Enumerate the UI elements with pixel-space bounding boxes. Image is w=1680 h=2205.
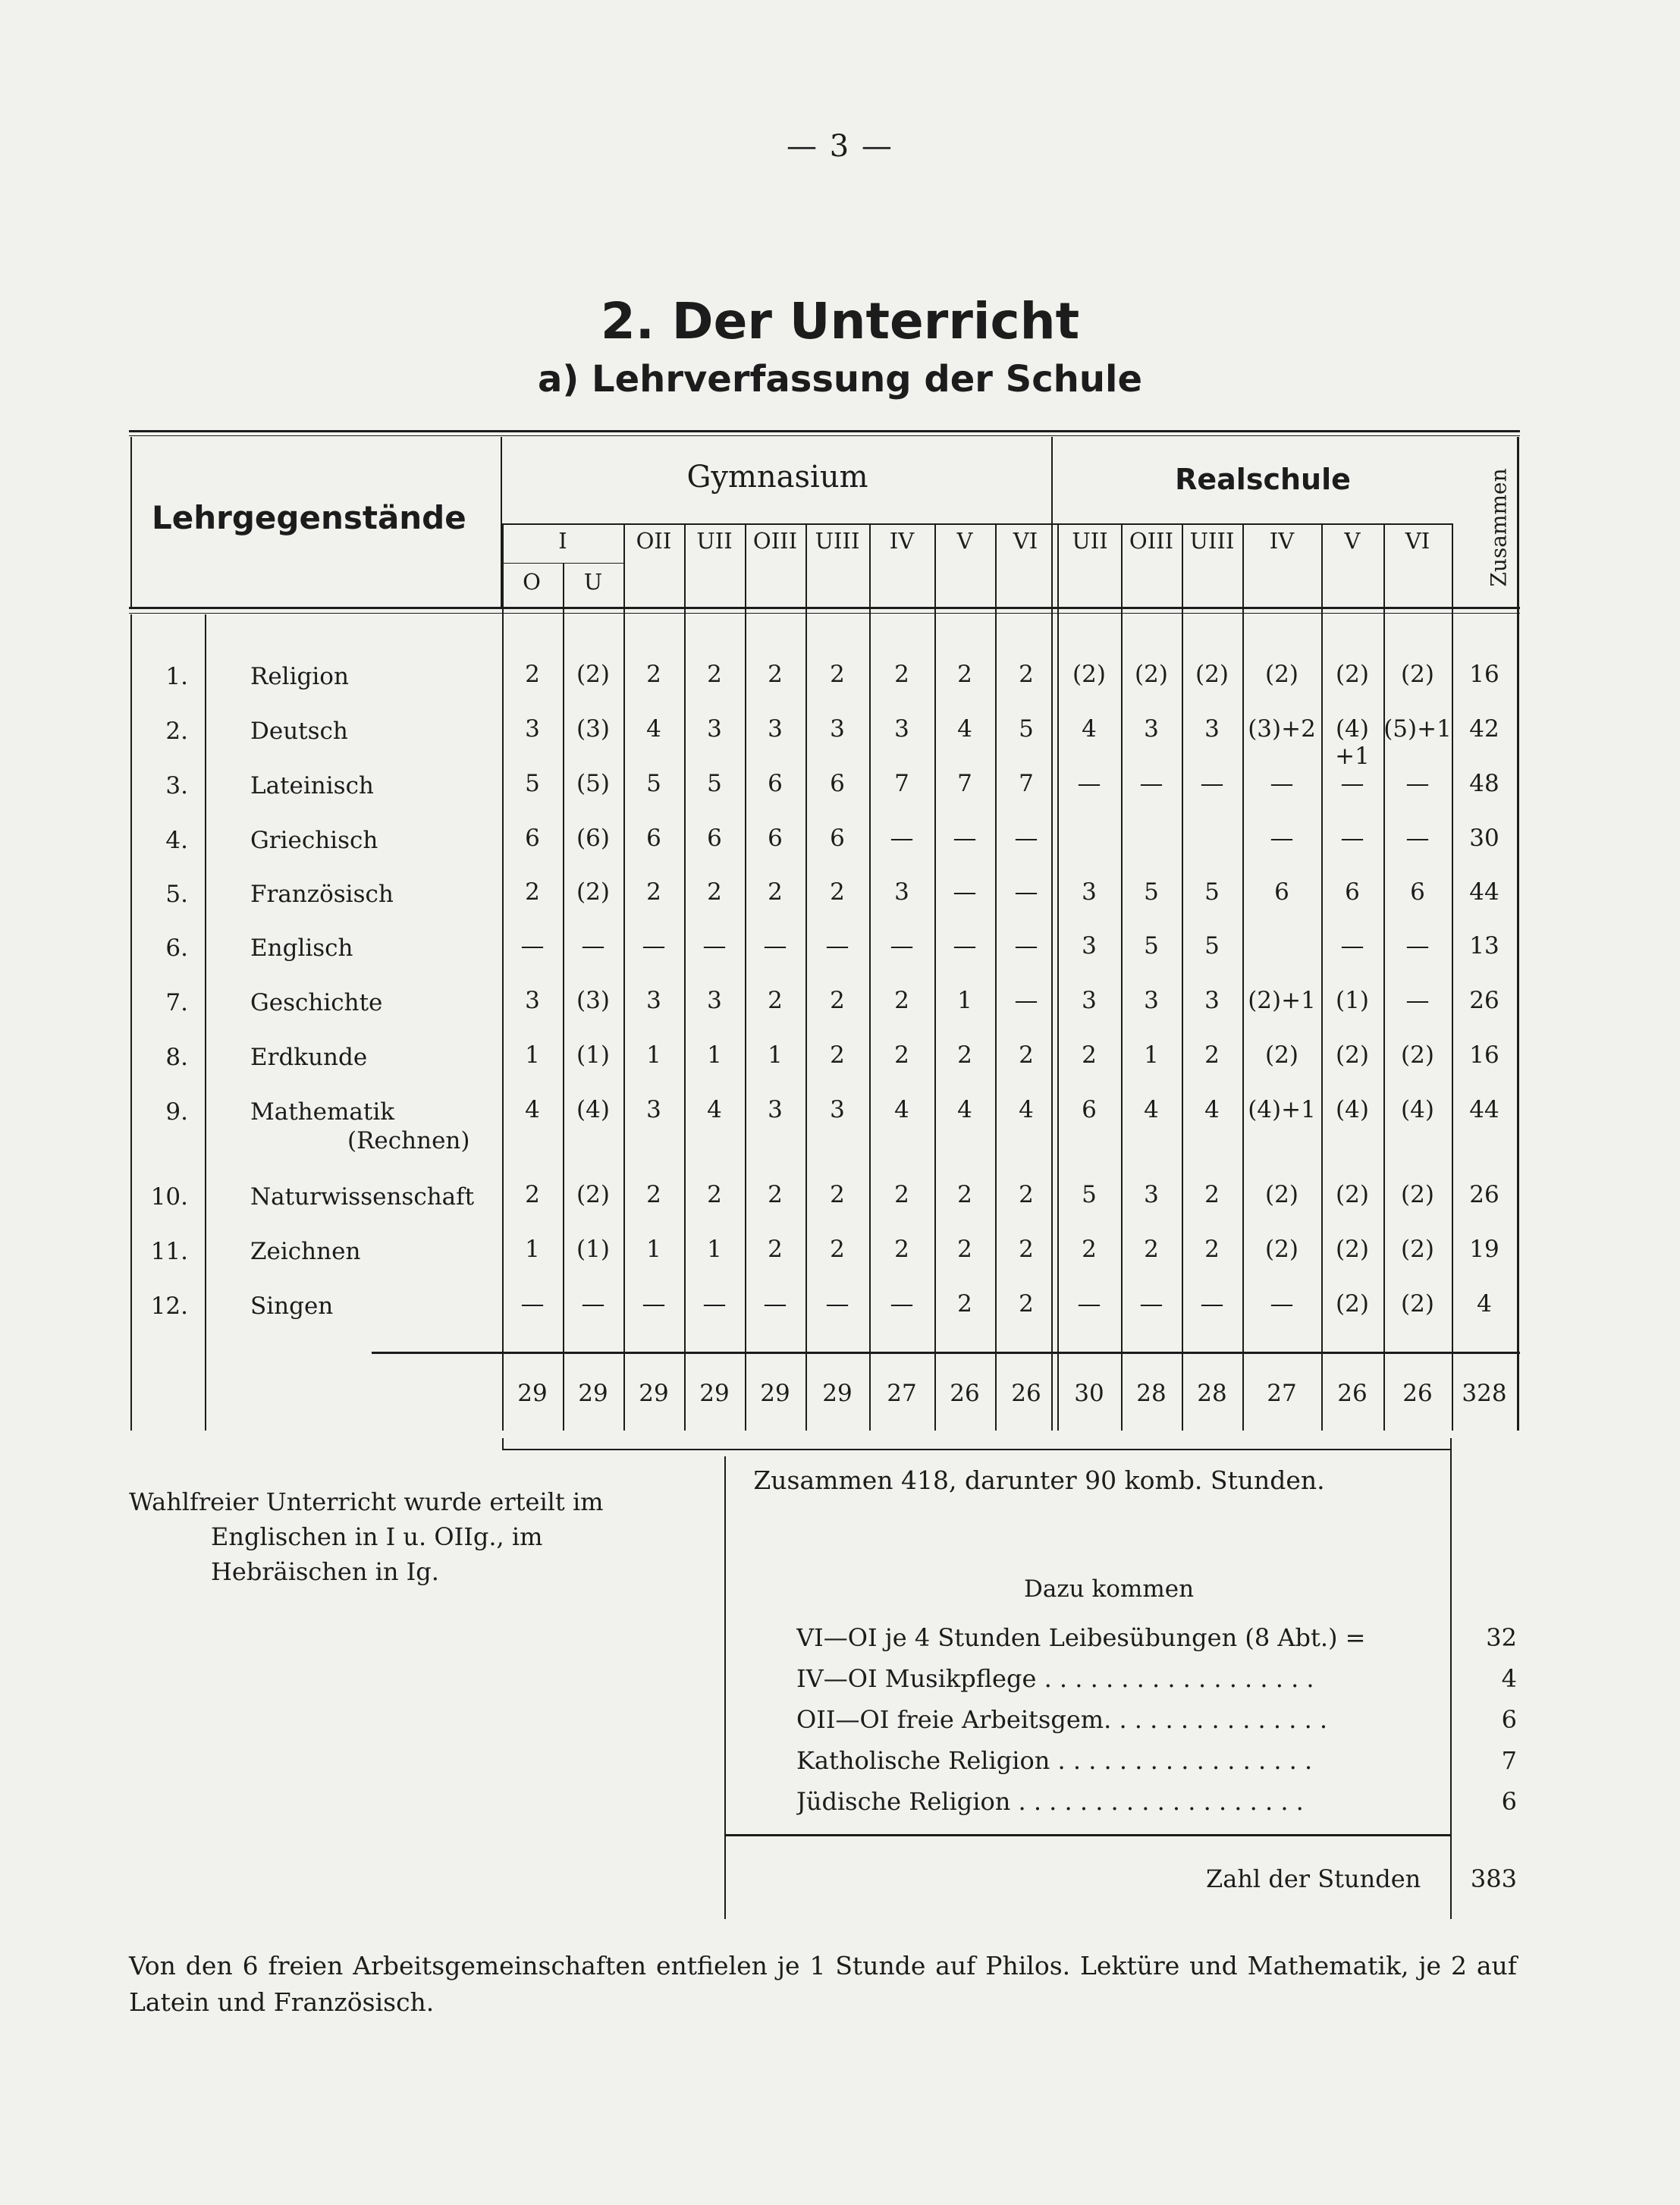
subject-label: Deutsch (250, 718, 348, 745)
col-head-UIII: UIII (815, 528, 860, 554)
table-cell: 2 (830, 1236, 845, 1263)
table-cell: 48 (1469, 770, 1499, 797)
subject-header: Lehrgegenstände (152, 499, 466, 536)
table-cell: 2 (957, 1236, 972, 1263)
subject-label: Zeichnen (250, 1238, 361, 1265)
col-head-OIII: OIII (752, 528, 798, 554)
table-cell: 2 (894, 1181, 909, 1208)
total-hours-label: Zahl der Stunden (1206, 1864, 1421, 1893)
table-cell: 26 (1011, 1380, 1041, 1407)
table-cell: — (953, 825, 977, 852)
table-cell: (1) (576, 1041, 610, 1069)
table-cell: 2 (768, 1236, 783, 1263)
table-cell: 3 (707, 715, 722, 743)
table-cell: 44 (1469, 878, 1499, 906)
table-cell: 26 (950, 1380, 980, 1407)
table-cell: (6) (576, 825, 610, 852)
table-cell: 1 (957, 987, 972, 1014)
table-cell: 28 (1197, 1380, 1227, 1407)
table-cell: 26 (1402, 1380, 1433, 1407)
table-cell: 3 (525, 987, 540, 1014)
total-hours-value: 383 (1470, 1864, 1517, 1893)
table-cell: (2) (576, 661, 610, 688)
elective-note-line: Hebräischen in Ig. (211, 1557, 439, 1586)
table-cell: 4 (1144, 1096, 1159, 1123)
row-num: 6. (165, 934, 188, 962)
table-cell: 1 (525, 1041, 540, 1069)
table-cell: — (581, 1290, 605, 1318)
subject-sublabel: (Rechnen) (347, 1127, 470, 1154)
group-divider (502, 523, 1452, 525)
table-cell: 1 (707, 1236, 722, 1263)
table-cell: — (1014, 825, 1038, 852)
table-cell: — (1405, 825, 1430, 852)
table-cell: (4) (1336, 715, 1369, 743)
summary-brace-left (502, 1438, 504, 1449)
table-cell: 2 (1019, 661, 1034, 688)
table-cell: (2) (1265, 1181, 1298, 1208)
table-cell: 2 (957, 661, 972, 688)
table-cell: — (581, 932, 605, 960)
table-cell: 16 (1469, 1041, 1499, 1069)
table-cell: 2 (768, 987, 783, 1014)
table-cell: — (1270, 770, 1294, 797)
table-cell: 29 (760, 1380, 790, 1407)
table-cell: 3 (1144, 987, 1159, 1014)
table-cell: 3 (646, 1096, 661, 1123)
table-cell: 3 (830, 715, 845, 743)
table-cell: 2 (1204, 1236, 1220, 1263)
col-head-U: U (583, 569, 603, 595)
table-cell: — (825, 932, 849, 960)
table-cell: 2 (1082, 1041, 1097, 1069)
additions-right-rule (1450, 1441, 1452, 1919)
table-cell: 27 (1267, 1380, 1297, 1407)
table-cell: 2 (1019, 1041, 1034, 1069)
table-cell: — (825, 1290, 849, 1318)
table-cell: 44 (1469, 1096, 1499, 1123)
table-cell: 5 (1144, 932, 1159, 960)
subject-label: Griechisch (250, 827, 378, 854)
subject-column-divider (205, 614, 206, 1431)
table-cell: 3 (646, 987, 661, 1014)
table-cell: 29 (699, 1380, 730, 1407)
table-cell: 30 (1469, 825, 1499, 852)
table-cell: 4 (957, 715, 972, 743)
table-cell: 3 (1082, 932, 1097, 960)
elective-note-line: Englischen in I u. OIIg., im (211, 1522, 543, 1551)
table-cell: 2 (646, 661, 661, 688)
table-cell: (2) (1135, 661, 1168, 688)
table-cell: 6 (646, 825, 661, 852)
table-cell: 6 (1274, 878, 1289, 906)
table-cell: — (702, 932, 727, 960)
addition-value: 7 (1501, 1746, 1517, 1775)
table-cell: (2) (1195, 661, 1229, 688)
table-cell: — (1270, 1290, 1294, 1318)
table-cell: 3 (1082, 987, 1097, 1014)
summary-brace (502, 1449, 1452, 1450)
table-cell: 4 (1204, 1096, 1220, 1123)
table-cell: 1 (646, 1041, 661, 1069)
group-gymnasium: Gymnasium (686, 460, 868, 495)
table-cell: 2 (894, 661, 909, 688)
table-cell: 29 (822, 1380, 853, 1407)
table-cell: 6 (525, 825, 540, 852)
row-num: 4. (165, 827, 188, 854)
table-cell: 2 (830, 987, 845, 1014)
table-cell: — (520, 932, 545, 960)
table-cell: — (890, 825, 914, 852)
table-cell: 4 (1082, 715, 1097, 743)
table-cell: — (1340, 825, 1364, 852)
table-cell: 29 (578, 1380, 608, 1407)
table-cell: (5)+1 (1383, 715, 1452, 743)
row-num: 9. (165, 1098, 188, 1126)
table-cell: (2) (1265, 661, 1298, 688)
table-cell: (1) (576, 1236, 610, 1263)
table-cell: 3 (525, 715, 540, 743)
table-cell: 42 (1469, 715, 1499, 743)
table-cell: 2 (957, 1290, 972, 1318)
row-num: 11. (150, 1238, 188, 1265)
table-cell: 3 (1204, 715, 1220, 743)
additions-total-rule (724, 1834, 1450, 1836)
table-cell: 4 (1019, 1096, 1034, 1123)
row-num: 7. (165, 989, 188, 1016)
table-cell: 6 (768, 825, 783, 852)
subject-label: Französisch (250, 881, 394, 908)
row-num: 10. (150, 1183, 188, 1211)
table-cell: 2 (525, 878, 540, 906)
table-cell: 5 (1204, 932, 1220, 960)
table-cell: — (1139, 1290, 1163, 1318)
addition-label: Katholische Religion . . . . . . . . . . . . . . . . . (796, 1746, 1313, 1775)
addition-value: 4 (1501, 1664, 1517, 1693)
row-num: 5. (165, 881, 188, 908)
table-cell: 5 (1019, 715, 1034, 743)
table-cell: 7 (894, 770, 909, 797)
table-cell: 2 (1019, 1236, 1034, 1263)
table-cell: (2) (1265, 1236, 1298, 1263)
table-cell: 2 (894, 987, 909, 1014)
table-cell: 1 (646, 1236, 661, 1263)
table-cell: 5 (1204, 878, 1220, 906)
table-cell: 5 (1144, 878, 1159, 906)
table-cell: 26 (1337, 1380, 1368, 1407)
table-cell: 4 (957, 1096, 972, 1123)
subject-label: Erdkunde (250, 1044, 368, 1071)
table-cell: 5 (1082, 1181, 1097, 1208)
table-cell: — (953, 878, 977, 906)
table-cell: 3 (1144, 715, 1159, 743)
table-cell: (2) (1336, 1041, 1369, 1069)
addition-label: OII—OI freie Arbeitsgem. . . . . . . . . . . . . . . (796, 1705, 1328, 1734)
table-cell: 28 (1136, 1380, 1167, 1407)
table-cell: (3)+2 (1248, 715, 1316, 743)
sum-rule (372, 1352, 1520, 1354)
table-cell: — (1405, 932, 1430, 960)
table-cell: 2 (1019, 1181, 1034, 1208)
table-cell: 27 (887, 1380, 917, 1407)
table-cell: — (1340, 932, 1364, 960)
col-head-rs-OIII: OIII (1129, 528, 1174, 554)
left-border-lower (130, 614, 132, 1431)
subject-label: Geschichte (250, 989, 383, 1016)
group-realschule: Realschule (1175, 463, 1351, 496)
table-cell: — (1405, 987, 1430, 1014)
row-num: 12. (150, 1293, 188, 1320)
elective-note-line: Wahlfreier Unterricht wurde erteilt im (129, 1487, 604, 1516)
table-cell: (2) (1265, 1041, 1298, 1069)
table-cell: (2) (1336, 1181, 1369, 1208)
row-num: 3. (165, 772, 188, 799)
table-cell: — (890, 932, 914, 960)
table-cell: 2 (707, 1181, 722, 1208)
table-cell: 2 (957, 1041, 972, 1069)
left-border (130, 437, 132, 608)
table-cell: 2 (1082, 1236, 1097, 1263)
table-cell: 2 (768, 1181, 783, 1208)
col-head-V: V (956, 528, 973, 554)
total-column-header: Zusammen (1486, 467, 1512, 587)
table-cell: 3 (894, 715, 909, 743)
table-cell: 3 (830, 1096, 845, 1123)
col-head-rs-VI: VI (1405, 528, 1430, 554)
row-num: 2. (165, 718, 188, 745)
col-head-UII: UII (696, 528, 733, 554)
table-cell: 7 (1019, 770, 1034, 797)
addition-label: Jüdische Religion . . . . . . . . . . . . . . . . . . . (796, 1787, 1304, 1816)
table-cell: — (1014, 878, 1038, 906)
table-cell: 3 (768, 715, 783, 743)
table-cell: (2) (1401, 1041, 1434, 1069)
table-cell: 1 (707, 1041, 722, 1069)
subject-label: Naturwissenschaft (250, 1183, 475, 1211)
row-num: 1. (165, 663, 188, 690)
page-title: 2. Der Unterricht (600, 292, 1080, 350)
table-cell: 3 (707, 987, 722, 1014)
table-cell: 5 (646, 770, 661, 797)
table-cell: — (953, 932, 977, 960)
col-head-IV: IV (889, 528, 915, 554)
summary-line: Zusammen 418, darunter 90 komb. Stunden. (753, 1465, 1325, 1495)
table-cell: 6 (1410, 878, 1425, 906)
table-cell: 6 (830, 770, 845, 797)
table-cell: (4)+1 (1248, 1096, 1316, 1123)
page-number: — 3 — (787, 129, 893, 164)
table-cell: 6 (768, 770, 783, 797)
table-cell: 6 (1345, 878, 1360, 906)
table-cell: — (1077, 1290, 1101, 1318)
table-cell: (2) (1401, 1236, 1434, 1263)
table-cell: 6 (707, 825, 722, 852)
subject-label: Lateinisch (250, 772, 374, 799)
table-cell: — (763, 932, 787, 960)
table-cell: 2 (894, 1236, 909, 1263)
table-cell: — (1014, 932, 1038, 960)
table-cell: — (1270, 825, 1294, 852)
col-head-rs-UIII: UIII (1189, 528, 1235, 554)
col-head-I: I (558, 528, 567, 554)
table-cell: 1 (525, 1236, 540, 1263)
addition-value: 32 (1486, 1623, 1517, 1652)
table-cell: — (763, 1290, 787, 1318)
top-rule-thin (129, 435, 1520, 436)
table-cell: — (520, 1290, 545, 1318)
table-cell: 2 (768, 878, 783, 906)
table-cell: 3 (894, 878, 909, 906)
table-cell: 2 (894, 1041, 909, 1069)
table-cell: 29 (639, 1380, 669, 1407)
subject-label: Religion (250, 663, 349, 690)
table-cell: 3 (1082, 878, 1097, 906)
table-cell: 2 (646, 878, 661, 906)
table-cell: — (1340, 770, 1364, 797)
table-cell: 19 (1469, 1236, 1499, 1263)
col-head-O: O (523, 569, 541, 595)
table-cell: 328 (1462, 1380, 1507, 1407)
table-cell: (2) (576, 1181, 610, 1208)
table-cell: 4 (646, 715, 661, 743)
table-cell: 2 (830, 661, 845, 688)
table-cell: (2) (1336, 1236, 1369, 1263)
table-cell: (4) (1401, 1096, 1434, 1123)
table-cell: — (642, 932, 666, 960)
subject-label: Englisch (250, 934, 353, 962)
table-cell: 2 (957, 1181, 972, 1208)
table-cell: 3 (1144, 1181, 1159, 1208)
table-cell: 2 (1204, 1181, 1220, 1208)
col-head-VI: VI (1013, 528, 1038, 554)
table-cell: 4 (525, 1096, 540, 1123)
table-cell: 2 (830, 1041, 845, 1069)
addition-value: 6 (1501, 1787, 1517, 1816)
additions-left-rule (724, 1456, 726, 1919)
table-cell: 2 (525, 1181, 540, 1208)
table-cell: (1) (1336, 987, 1369, 1014)
footer-note: Von den 6 freien Arbeitsgemeinschaften entfielen je 1 Stunde auf Philos. Lektüre und Mathematik, je 2 auf Latein und Französisch. (129, 1951, 1517, 2017)
table-cell: (5) (576, 770, 610, 797)
table-cell: (2) (1401, 1181, 1434, 1208)
table-cell: 2 (646, 1181, 661, 1208)
table-cell: 1 (768, 1041, 783, 1069)
column-divider-double (1051, 437, 1053, 1431)
col-head-rs-UII: UII (1072, 528, 1108, 554)
table-cell: 26 (1469, 987, 1499, 1014)
right-border (1517, 437, 1519, 1431)
table-cell: 2 (707, 878, 722, 906)
table-cell: — (702, 1290, 727, 1318)
table-cell: 16 (1469, 661, 1499, 688)
col-head-rs-V: V (1344, 528, 1361, 554)
table-cell: 7 (957, 770, 972, 797)
table-cell: +1 (1335, 743, 1370, 770)
table-cell: — (1139, 770, 1163, 797)
table-cell: 29 (517, 1380, 548, 1407)
table-cell: 3 (1204, 987, 1220, 1014)
addition-label: IV—OI Musikpflege . . . . . . . . . . . . . . . . . . (796, 1664, 1314, 1693)
additions-heading: Dazu kommen (1024, 1575, 1195, 1603)
table-cell: 2 (1019, 1290, 1034, 1318)
table-cell: 1 (1144, 1041, 1159, 1069)
table-cell: 2 (768, 661, 783, 688)
row-num: 8. (165, 1044, 188, 1071)
table-cell: (3) (576, 987, 610, 1014)
table-cell: 5 (525, 770, 540, 797)
table-cell: — (1014, 987, 1038, 1014)
table-cell: 2 (1144, 1236, 1159, 1263)
table-cell: 4 (894, 1096, 909, 1123)
table-cell: 2 (830, 1181, 845, 1208)
table-cell: (2) (1072, 661, 1106, 688)
addition-label: VI—OI je 4 Stunden Leibesübungen (8 Abt.) = (796, 1623, 1366, 1652)
table-cell: (3) (576, 715, 610, 743)
table-cell: (2) (1336, 1290, 1369, 1318)
subject-label: Singen (250, 1293, 334, 1320)
col-head-OII: OII (636, 528, 672, 554)
page-subtitle: a) Lehrverfassung der Schule (537, 358, 1143, 400)
table-cell: (2) (1336, 661, 1369, 688)
table-cell: 2 (525, 661, 540, 688)
table-cell: 3 (768, 1096, 783, 1123)
subject-label: Mathematik (250, 1098, 395, 1126)
table-cell: — (1405, 770, 1430, 797)
table-cell: 4 (707, 1096, 722, 1123)
table-cell: 2 (707, 661, 722, 688)
table-cell: 13 (1469, 932, 1499, 960)
header-bottom-rule-thin (129, 613, 1520, 614)
table-cell: (2) (1401, 661, 1434, 688)
table-cell: 2 (830, 878, 845, 906)
table-cell: — (642, 1290, 666, 1318)
table-cell: 6 (1082, 1096, 1097, 1123)
table-cell: 6 (830, 825, 845, 852)
addition-value: 6 (1501, 1705, 1517, 1734)
table-cell: 26 (1469, 1181, 1499, 1208)
table-cell: — (890, 1290, 914, 1318)
table-cell: (2)+1 (1248, 987, 1316, 1014)
col-head-rs-IV: IV (1269, 528, 1295, 554)
table-cell: 30 (1074, 1380, 1104, 1407)
table-cell: (2) (1401, 1290, 1434, 1318)
table-cell: 2 (1204, 1041, 1220, 1069)
table-cell: (4) (576, 1096, 610, 1123)
top-rule (129, 430, 1520, 432)
table-cell: 4 (1477, 1290, 1492, 1318)
header-bottom-rule (129, 607, 1520, 609)
table-cell: — (1077, 770, 1101, 797)
table-cell: 5 (707, 770, 722, 797)
table-cell: — (1200, 770, 1224, 797)
table-cell: (4) (1336, 1096, 1369, 1123)
table-cell: (2) (576, 878, 610, 906)
table-cell: — (1200, 1290, 1224, 1318)
